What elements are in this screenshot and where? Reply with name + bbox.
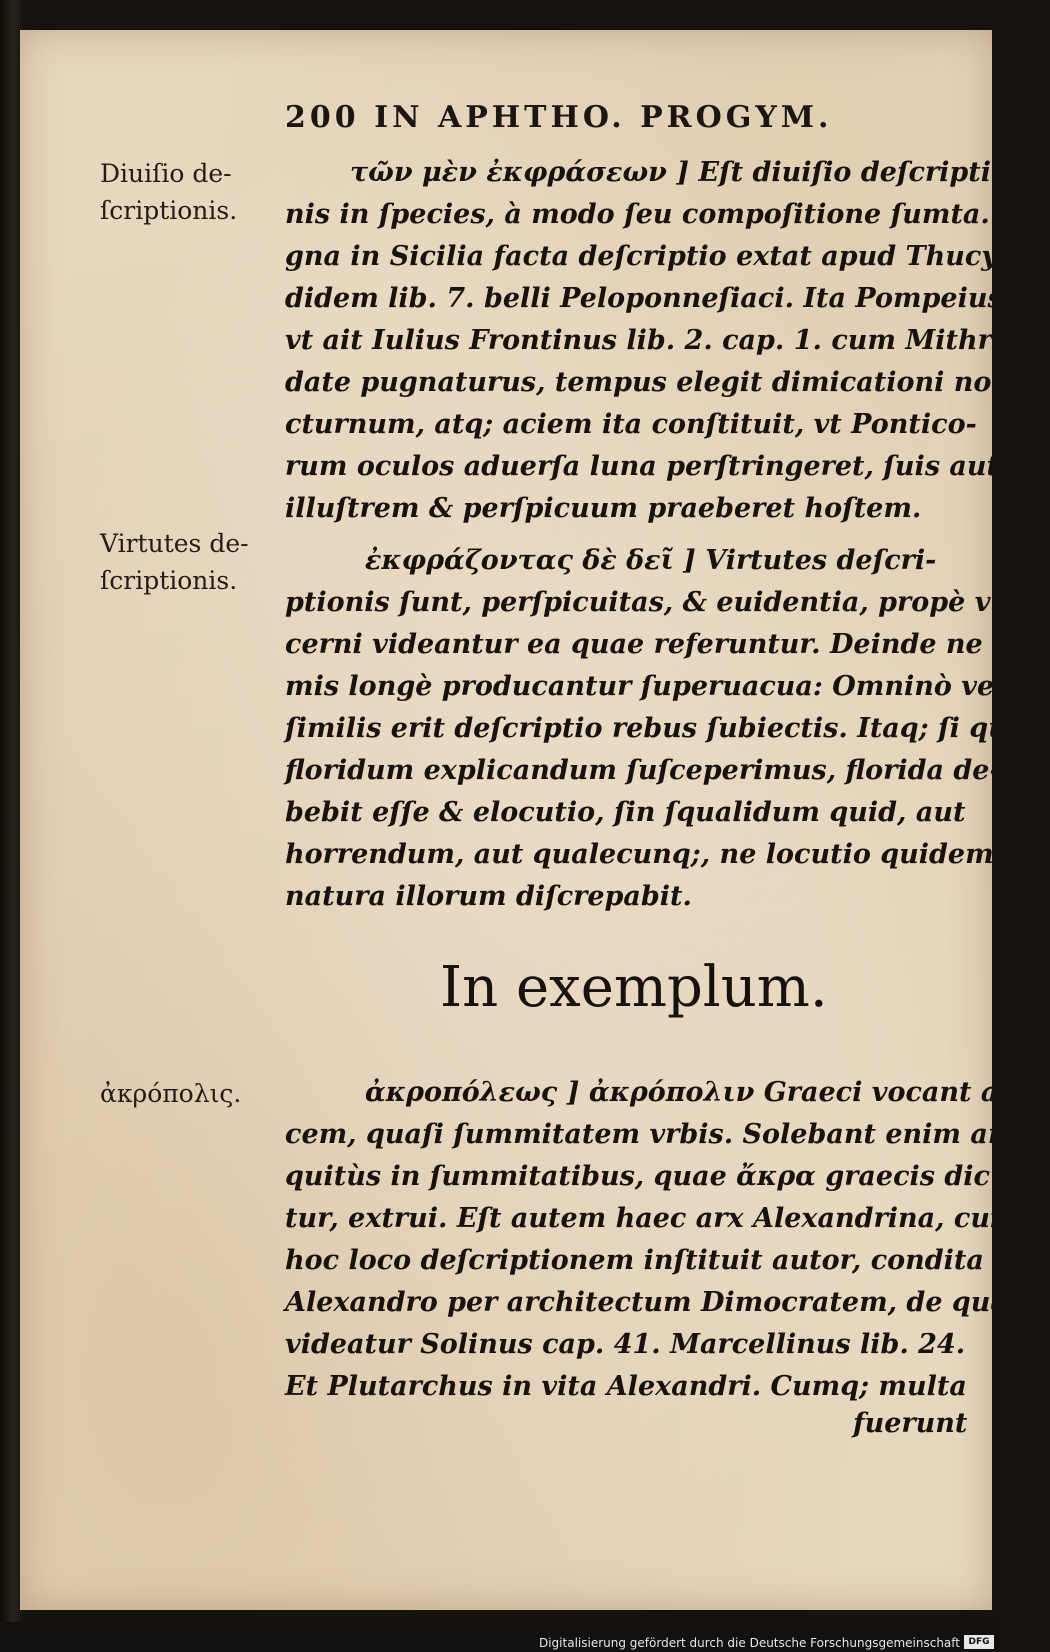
text-line: cturnum, atq; aciem ita conſtituit, vt Pontico-: [285, 409, 977, 440]
paragraph-diuisio: [285, 152, 1050, 530]
text-line: hoc loco deſcriptionem inſtituit autor, condita ab: [285, 1245, 1030, 1276]
text-line: date pugnaturus, tempus elegit dimicationi no-: [285, 367, 1003, 398]
running-header: 200 IN APHTHO. PROGYM.: [285, 100, 833, 135]
text-line: Alexandro per architectum Dimocratem, de qua: [285, 1287, 1008, 1318]
book-spine: [0, 0, 22, 1652]
paragraph-virtutes: [285, 540, 1037, 918]
text-line: cerni videantur ea quae referuntur. Deinde ne ni-: [285, 629, 1034, 660]
text-line: ἀκροπόλεως ] ἀκρόπολιν Graeci vocant ar-: [365, 1077, 1024, 1108]
margin-note-diuisio: Diuiſio de- ſcriptionis.: [100, 159, 238, 225]
dfg-logo: DFG: [964, 1635, 994, 1649]
catchword: fuerunt: [853, 1408, 968, 1439]
text-line: quitùs in ſummitatibus, quae ἄκρα graecis dicun-: [285, 1161, 1041, 1192]
text-line: ptionis ſunt, perſpicuitas, & euidentia, propè vt: [285, 587, 1003, 618]
text-line: cem, quaſi ſummitatem vrbis. Solebant enim anti-: [285, 1119, 1042, 1150]
text-line: vt ait Iulius Frontinus lib. 2. cap. 1. cum Mithri-: [285, 325, 1014, 356]
margin-note-virtutes: Virtutes de- ſcriptionis.: [100, 529, 249, 595]
section-heading: In exemplum.: [440, 955, 828, 1020]
text-line: horrendum, aut qualecunq;, ne locutio quidem à: [285, 839, 1021, 870]
paragraph-acropolis: [285, 1072, 1042, 1408]
text-line: τῶν μὲν ἐκφράσεων ] Eſt diuiſio deſcriptio-: [350, 157, 1021, 188]
text-line: mis longè producantur ſuperuacua: Omninò verò: [285, 671, 1027, 702]
text-line: floridum explicandum ſuſceperimus, florida de-: [285, 755, 1001, 786]
text-line: natura illorum diſcrepabit.: [285, 881, 692, 912]
text-line: videatur Solinus cap. 41. Marcellinus lib. 24.: [285, 1329, 966, 1360]
text-line: ſimilis erit deſcriptio rebus ſubiectis. Itaq; ſi quid: [285, 713, 1037, 744]
text-line: Et Plutarchus in vita Alexandri. Cumq; multa: [285, 1371, 967, 1402]
text-line: ἐκφράζοντας δὲ δεῖ ] Virtutes deſcri-: [365, 545, 937, 576]
text-line: bebit eſſe & elocutio, ſin ſqualidum quid, aut: [285, 797, 966, 828]
funding-notice: Digitalisierung gefördert durch die Deutsche Forschungsgemeinschaft: [538, 1636, 960, 1650]
text-line: nis in ſpecies, à modo ſeu compoſitione ſumta. Pu-: [285, 199, 1050, 230]
text-line: rum oculos aduerſa luna perſtringeret, ſuis autem: [285, 451, 1045, 482]
text-line: gna in Sicilia facta deſcriptio extat apud Thucy-: [285, 241, 1009, 272]
text-line: didem lib. 7. belli Peloponneſiaci. Ita Pompeius,: [285, 283, 1013, 314]
text-line: tur, extrui. Eſt autem haec arx Alexandrina, cuius: [285, 1203, 1036, 1234]
text-line: illuſtrem & perſpicuum praeberet hoſtem.: [285, 493, 922, 524]
margin-note-acropolis: ἀκρόπολις.: [100, 1079, 242, 1108]
